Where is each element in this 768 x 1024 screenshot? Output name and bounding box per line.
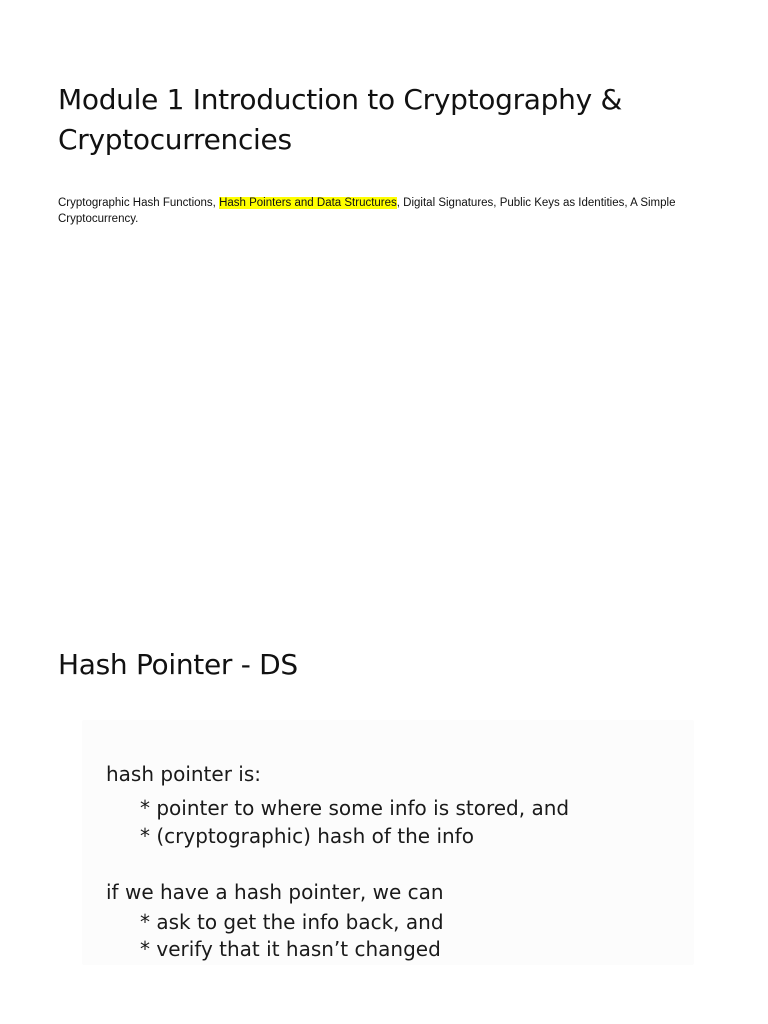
hash-pointer-definition-image (82, 720, 694, 965)
slide-title: Hash Pointer - DS (58, 648, 298, 681)
figure-line: * ask to get the info back, and (140, 910, 444, 934)
figure-line: hash pointer is: (106, 762, 261, 786)
slide-hash-pointer (0, 620, 768, 1024)
figure-line: if we have a hash pointer, we can (106, 880, 444, 904)
topics-text-after: , Digital Signatures, Public Keys as Identities, A Simple Cryptocurrency. (58, 197, 676, 225)
topics-list (58, 195, 726, 227)
figure-line: * (cryptographic) hash of the info (140, 824, 474, 848)
topics-highlighted-item: Hash Pointers and Data Structures (219, 197, 397, 209)
topics-text-before: Cryptographic Hash Functions, (58, 197, 220, 209)
figure-line: * verify that it hasn’t changed (140, 937, 441, 961)
slide-title: Module 1 Introduction to Cryptography & Cryptocurrencies (58, 83, 622, 156)
figure-line: * pointer to where some info is stored, and (140, 796, 570, 820)
